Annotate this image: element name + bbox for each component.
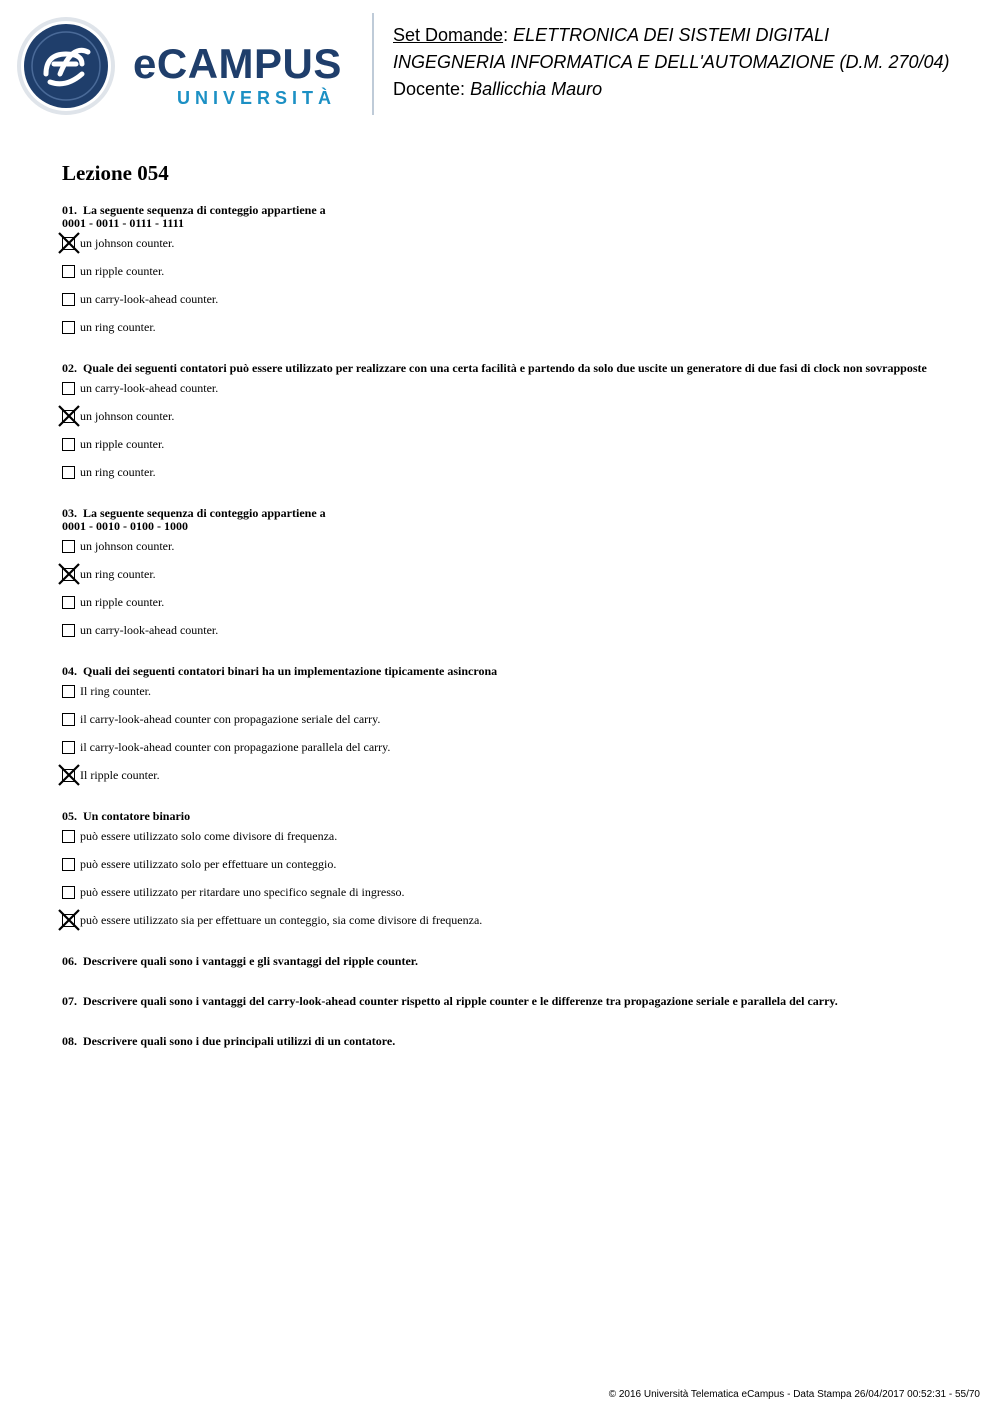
question-text bbox=[62, 955, 942, 968]
ecampus-seal-logo bbox=[16, 16, 116, 116]
question-number: 02. bbox=[62, 361, 77, 375]
answer-checkbox[interactable] bbox=[62, 713, 75, 726]
answer-text: un johnson counter. bbox=[80, 409, 175, 423]
answer-checkbox[interactable] bbox=[62, 685, 75, 698]
x-mark-icon bbox=[57, 763, 81, 787]
question-body: Un contatore binario bbox=[83, 809, 191, 823]
answer-option[interactable] bbox=[62, 741, 942, 769]
set-info bbox=[393, 22, 993, 103]
answer-option[interactable] bbox=[62, 624, 942, 652]
answer-checkbox[interactable] bbox=[62, 265, 75, 278]
answer-checkbox[interactable] bbox=[62, 858, 75, 871]
teacher-label: Docente: bbox=[393, 79, 466, 99]
answer-option[interactable] bbox=[62, 886, 942, 914]
question-4 bbox=[62, 665, 942, 797]
lesson-title: Lezione 054 bbox=[62, 161, 169, 185]
open-question-1 bbox=[62, 955, 942, 968]
question-text bbox=[62, 507, 942, 533]
question-body: Descrivere quali sono i vantaggi del carry-look-ahead counter rispetto al ripple counter e le differenze tra propagazione seriale e parallela del carry. bbox=[83, 994, 838, 1008]
question-body: Quale dei seguenti contatori può essere utilizzato per realizzare con una certa facilità e partendo da solo due uscite un generatore di due fasi di clock non sovrapposte bbox=[83, 361, 927, 375]
answer-option[interactable] bbox=[62, 382, 942, 410]
page-footer: © 2016 Università Telematica eCampus - Data Stampa 26/04/2017 00:52:31 - 55/70 bbox=[608, 1389, 980, 1400]
answer-option[interactable] bbox=[62, 830, 942, 858]
question-number: 04. bbox=[62, 664, 77, 678]
answer-option[interactable] bbox=[62, 713, 942, 741]
question-body: Descrivere quali sono i vantaggi e gli svantaggi del ripple counter. bbox=[83, 954, 418, 968]
answer-checkbox[interactable] bbox=[62, 321, 75, 334]
answer-text: un ripple counter. bbox=[80, 264, 165, 278]
answer-option[interactable] bbox=[62, 858, 942, 886]
answer-text: Il ripple counter. bbox=[80, 768, 160, 782]
question-number: 06. bbox=[62, 954, 77, 968]
answer-text: può essere utilizzato solo per effettuare un conteggio. bbox=[80, 857, 337, 871]
answer-checkbox[interactable] bbox=[62, 466, 75, 479]
answer-option[interactable] bbox=[62, 685, 942, 713]
question-5 bbox=[62, 810, 942, 942]
open-question-3 bbox=[62, 1035, 942, 1048]
answer-option[interactable] bbox=[62, 596, 942, 624]
answer-option[interactable] bbox=[62, 293, 942, 321]
answer-text: un ring counter. bbox=[80, 567, 156, 581]
question-2 bbox=[62, 362, 942, 494]
answer-text: un johnson counter. bbox=[80, 236, 175, 250]
question-number: 07. bbox=[62, 994, 77, 1008]
question-number: 08. bbox=[62, 1034, 77, 1048]
question-body: Descrivere quali sono i due principali utilizzi di un contatore. bbox=[83, 1034, 396, 1048]
answer-checkbox[interactable] bbox=[62, 596, 75, 609]
answer-text: un ripple counter. bbox=[80, 595, 165, 609]
course-line-2: INGEGNERIA INFORMATICA E DELL'AUTOMAZIONE (D.M. 270/04) bbox=[393, 52, 950, 72]
answer-text: un carry-look-ahead counter. bbox=[80, 381, 219, 395]
open-question-2 bbox=[62, 995, 942, 1008]
answer-checkbox[interactable] bbox=[62, 540, 75, 553]
question-number: 05. bbox=[62, 809, 77, 823]
page-header bbox=[0, 0, 1000, 130]
brand-subtitle: UNIVERSITÀ bbox=[177, 88, 337, 108]
answer-checkbox[interactable] bbox=[62, 382, 75, 395]
answer-option[interactable] bbox=[62, 438, 942, 466]
question-body: Quali dei seguenti contatori binari ha un implementazione tipicamente asincrona bbox=[83, 664, 498, 678]
answer-option[interactable] bbox=[62, 540, 942, 568]
question-text bbox=[62, 665, 942, 678]
set-title-line: Set Domande: ELETTRONICA DEI SISTEMI DIGITALI bbox=[393, 25, 830, 45]
answer-text: un ripple counter. bbox=[80, 437, 165, 451]
answer-text: Il ring counter. bbox=[80, 684, 151, 698]
header-divider bbox=[372, 13, 374, 115]
answer-option[interactable] bbox=[62, 769, 942, 797]
answer-checkbox[interactable] bbox=[62, 293, 75, 306]
question-text bbox=[62, 1035, 942, 1048]
answer-checkbox[interactable] bbox=[62, 624, 75, 637]
answer-checkbox[interactable] bbox=[62, 741, 75, 754]
answer-list bbox=[62, 540, 942, 652]
answer-text: il carry-look-ahead counter con propagazione seriale del carry. bbox=[80, 712, 381, 726]
answer-option[interactable] bbox=[62, 914, 942, 942]
answer-option[interactable] bbox=[62, 265, 942, 293]
answer-option[interactable] bbox=[62, 466, 942, 494]
answer-text: un carry-look-ahead counter. bbox=[80, 292, 219, 306]
answer-option[interactable] bbox=[62, 321, 942, 349]
question-body: La seguente sequenza di conteggio appartiene a 0001 - 0010 - 0100 - 1000 bbox=[62, 506, 326, 533]
x-mark-icon bbox=[57, 562, 81, 586]
answer-text: il carry-look-ahead counter con propagazione parallela del carry. bbox=[80, 740, 391, 754]
answer-list bbox=[62, 830, 942, 942]
course-line-1: ELETTRONICA DEI SISTEMI DIGITALI bbox=[513, 25, 830, 45]
answer-text: un johnson counter. bbox=[80, 539, 175, 553]
answer-text: può essere utilizzato solo come divisore di frequenza. bbox=[80, 829, 338, 843]
teacher-line bbox=[393, 76, 993, 103]
answer-checkbox[interactable] bbox=[62, 886, 75, 899]
question-list bbox=[62, 204, 942, 1075]
answer-checkbox[interactable] bbox=[62, 830, 75, 843]
teacher-name: Ballicchia Mauro bbox=[470, 79, 603, 99]
question-number: 01. bbox=[62, 203, 77, 217]
set-label: Set Domande bbox=[393, 25, 504, 45]
answer-list bbox=[62, 237, 942, 349]
question-body: La seguente sequenza di conteggio appartiene a 0001 - 0011 - 0111 - 1111 bbox=[62, 203, 326, 230]
brand-wordmark bbox=[133, 42, 358, 110]
question-text bbox=[62, 204, 942, 230]
x-mark-icon bbox=[57, 908, 81, 932]
answer-text: può essere utilizzato sia per effettuare un conteggio, sia come divisore di frequenza. bbox=[80, 913, 483, 927]
answer-checkbox[interactable] bbox=[62, 438, 75, 451]
brand-name: eCAMPUS bbox=[133, 40, 342, 87]
x-mark-icon bbox=[57, 231, 81, 255]
question-number: 03. bbox=[62, 506, 77, 520]
answer-text: un ring counter. bbox=[80, 465, 156, 479]
answer-option[interactable] bbox=[62, 237, 942, 265]
question-text bbox=[62, 995, 942, 1008]
answer-list bbox=[62, 382, 942, 494]
answer-option[interactable] bbox=[62, 568, 942, 596]
answer-text: un ring counter. bbox=[80, 320, 156, 334]
answer-text: può essere utilizzato per ritardare uno specifico segnale di ingresso. bbox=[80, 885, 405, 899]
question-1 bbox=[62, 204, 942, 349]
question-3 bbox=[62, 507, 942, 652]
question-text bbox=[62, 810, 942, 823]
question-text bbox=[62, 362, 942, 375]
answer-option[interactable] bbox=[62, 410, 942, 438]
answer-text: un carry-look-ahead counter. bbox=[80, 623, 219, 637]
x-mark-icon bbox=[57, 404, 81, 428]
answer-list bbox=[62, 685, 942, 797]
